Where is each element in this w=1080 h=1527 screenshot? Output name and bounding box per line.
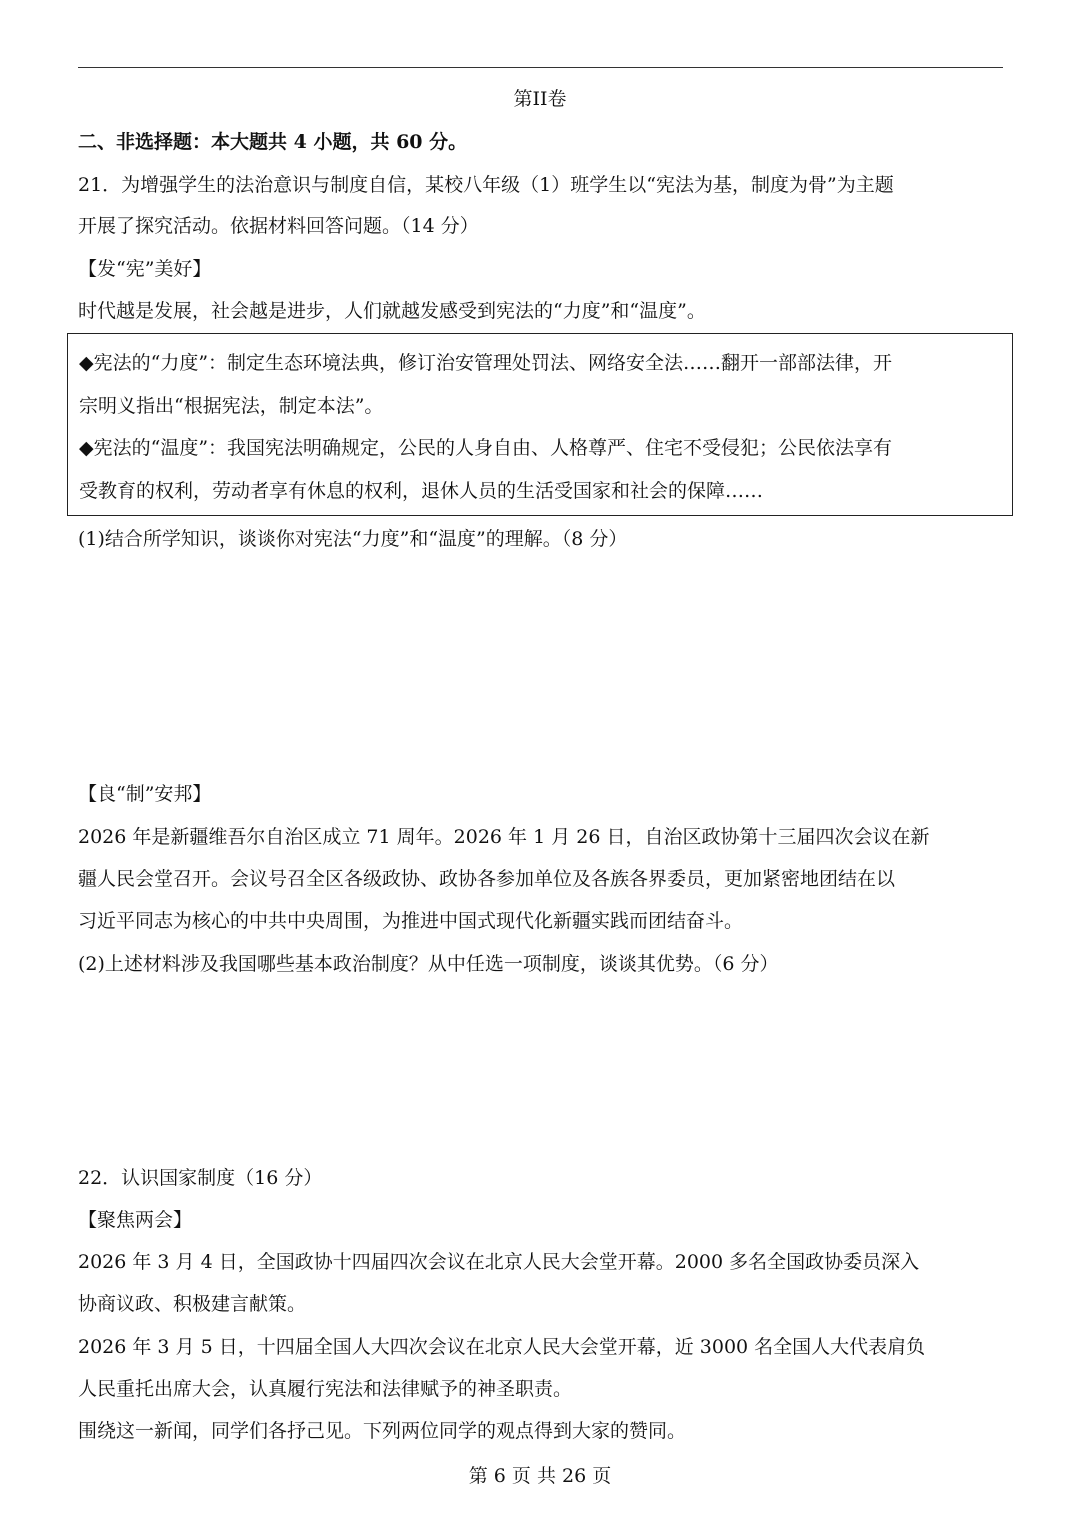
- q22-heading: 22．认识国家制度（16 分）: [78, 1167, 323, 1189]
- q22-section-title: 【聚焦两会】: [78, 1209, 193, 1231]
- q21-section2-line-3: 习近平同志为核心的中共中央周围，为推进中国式现代化新疆实践而团结奋斗。: [78, 910, 744, 932]
- q22-para1-line-1: 2026 年 3 月 4 日，全国政协十四届四次会议在北京人民大会堂开幕。2000 多名全国政协委员深入: [78, 1251, 920, 1273]
- q21-intro-line-2: 开展了探究活动。依据材料回答问题。（14 分）: [78, 215, 479, 237]
- q21-section1-title: 【发“宪”美好】: [78, 258, 212, 280]
- box-line-1: ◆宪法的“力度”：制定生态环境法典，修订治安管理处罚法、网络安全法……翻开一部部法律，开: [79, 352, 893, 374]
- box-line-3: ◆宪法的“温度”：我国宪法明确规定，公民的人身自由、人格尊严、住宅不受侵犯；公民依法享有: [79, 437, 893, 459]
- q21-section2-line-2: 疆人民会堂召开。会议号召全区各级政协、政协各参加单位及各族各界委员，更加紧密地团结在以: [78, 868, 896, 890]
- header-rule: [78, 67, 1003, 68]
- page-footer: 第 6 页 共 26 页: [468, 1465, 612, 1487]
- q21-question-2: (2)上述材料涉及我国哪些基本政治制度？从中任选一项制度，谈谈其优势。（6 分）: [78, 953, 779, 975]
- q22-para-3: 围绕这一新闻，同学们各抒己见。下列两位同学的观点得到大家的赞同。: [78, 1420, 687, 1442]
- q21-section2-title: 【良“制”安邦】: [78, 783, 212, 805]
- q22-para1-line-2: 协商议政、积极建言献策。: [78, 1293, 307, 1315]
- q21-question-1: (1)结合所学知识，谈谈你对宪法“力度”和“温度”的理解。（8 分）: [78, 528, 628, 550]
- q21-section2-line-1: 2026 年是新疆维吾尔自治区成立 71 周年。2026 年 1 月 26 日，自治区政协第十三届四次会议在新: [78, 826, 930, 848]
- box-line-2: 宗明义指出“根据宪法，制定本法”。: [79, 395, 384, 417]
- q22-para2-line-2: 人民重托出席大会，认真履行宪法和法律赋予的神圣职责。: [78, 1378, 573, 1400]
- box-line-4: 受教育的权利，劳动者享有休息的权利，退休人员的生活受国家和社会的保障……: [79, 480, 764, 502]
- q21-section1-text: 时代越是发展，社会越是进步，人们就越发感受到宪法的“力度”和“温度”。: [78, 300, 706, 322]
- q21-intro-line-1: 21．为增强学生的法治意识与制度自信，某校八年级（1）班学生以“宪法为基，制度为骨”为主题: [78, 174, 894, 196]
- q22-para2-line-1: 2026 年 3 月 5 日，十四届全国人大四次会议在北京人民大会堂开幕，近 3000 名全国人大代表肩负: [78, 1336, 926, 1358]
- material-box: [67, 333, 1013, 516]
- section-title: 第II卷: [513, 88, 567, 110]
- part-heading: 二、非选择题：本大题共 4 小题，共 60 分。: [78, 131, 468, 153]
